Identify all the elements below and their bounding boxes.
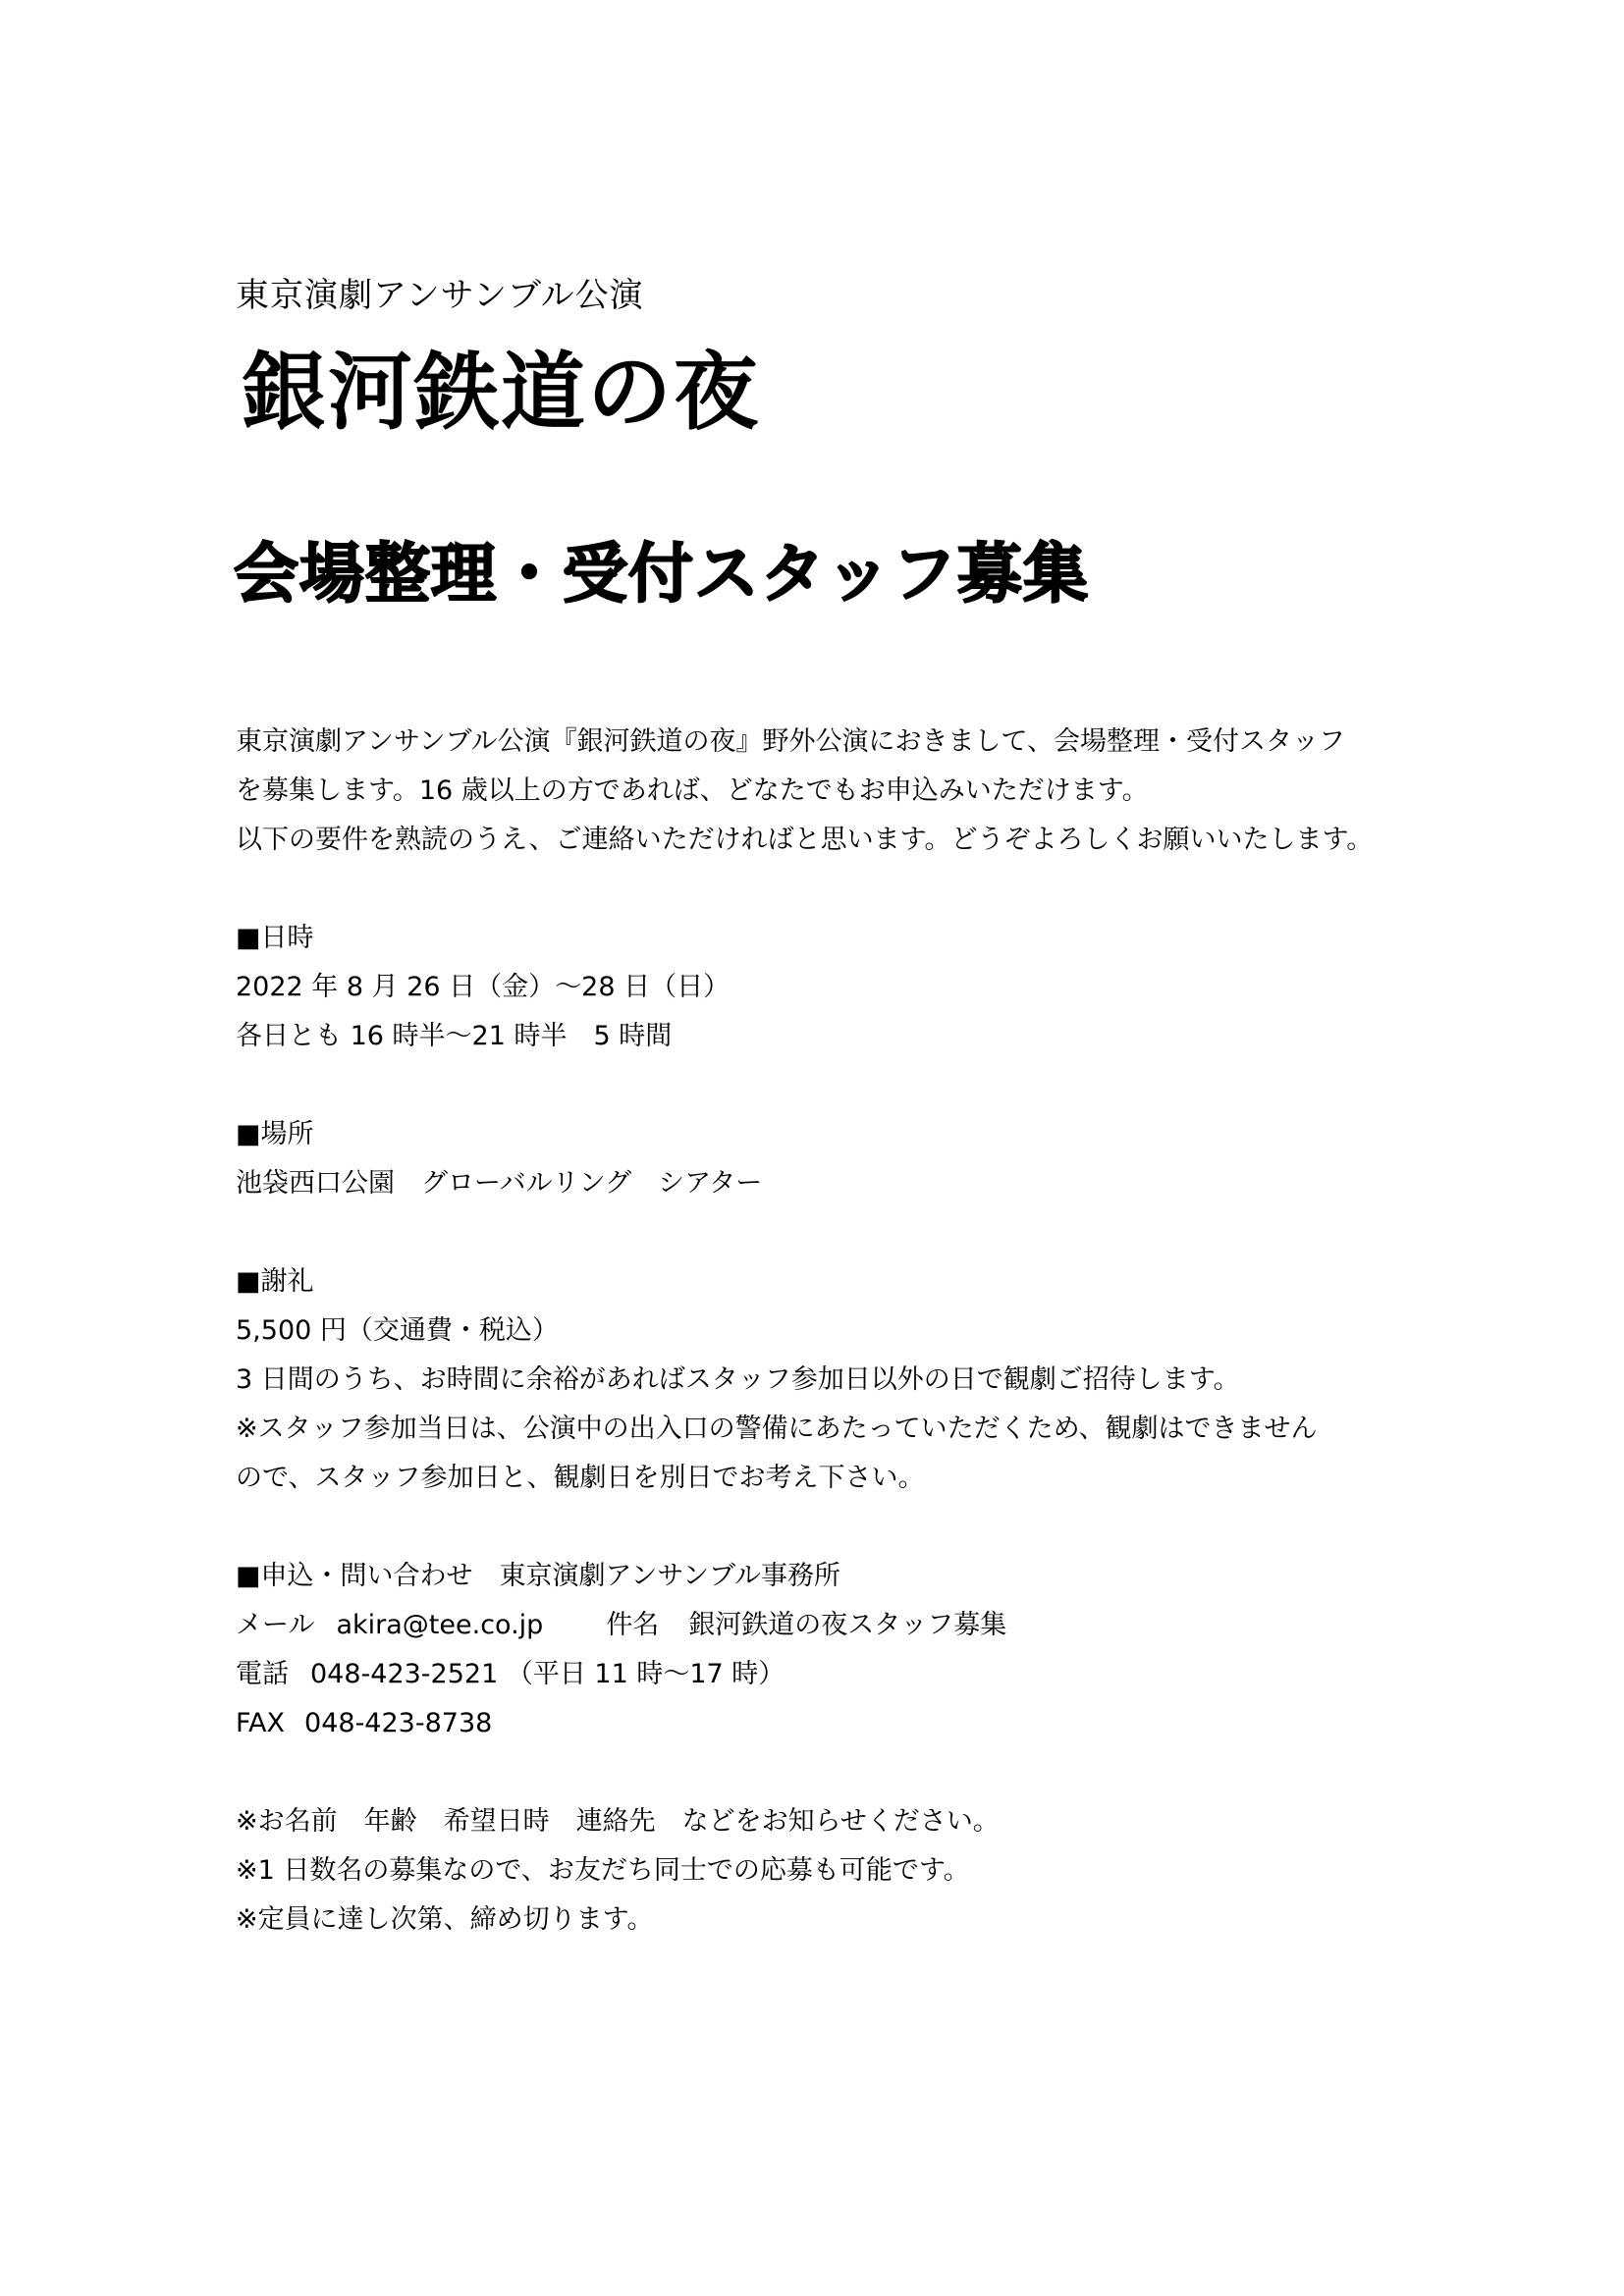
- venue-section: [236, 1110, 1414, 1208]
- schedule-date: 2022 年 8 月 26 日（金）〜28 日（日）: [236, 972, 731, 1002]
- mail-address[interactable]: akira@tee.co.jp: [336, 1610, 544, 1640]
- production-logo: 銀河鉄道の夜: [242, 343, 760, 442]
- spacer: [236, 1503, 1414, 1552]
- section-heading-contact: ■申込・問い合わせ 東京演劇アンサンブル事務所: [236, 1561, 840, 1591]
- subject-value: 銀河鉄道の夜スタッフ募集: [688, 1610, 1007, 1640]
- reward-section: [236, 1257, 1414, 1503]
- intro-line: 東京演劇アンサンブル公演『銀河鉄道の夜』野外公演におきまして、会場整理・受付スタッフ: [236, 726, 1345, 757]
- organizer-line: 東京演劇アンサンブル公演: [236, 276, 644, 315]
- intro-line: 以下の要件を熟読のうえ、ご連絡いただければと思います。どうぞよろしくお願いいたします。: [236, 825, 1374, 855]
- note-item: ※1 日数名の募集なので、お友だち同士での応募も可能です。: [236, 1855, 970, 1886]
- reward-note: 3 日間のうち、お時間に余裕があればスタッフ参加日以外の日で観劇ご招待します。: [236, 1364, 1240, 1395]
- phone-value: 048-423-2521 （平日 11 時〜17 時）: [310, 1659, 785, 1689]
- fax-label: FAX: [236, 1708, 286, 1738]
- spacer: [236, 1208, 1414, 1257]
- contact-mail-line: [236, 1601, 1414, 1650]
- spacer: [236, 1061, 1414, 1110]
- mail-label: メール: [236, 1610, 315, 1640]
- phone-label: 電話: [236, 1659, 289, 1689]
- section-heading-reward: ■謝礼: [236, 1266, 314, 1297]
- subject-label: 件名: [606, 1610, 660, 1640]
- note-item: ※定員に達し次第、締め切ります。: [236, 1904, 654, 1935]
- note-item: ※お名前 年齢 希望日時 連絡先 などをお知らせください。: [236, 1806, 1000, 1837]
- section-heading-schedule: ■日時: [236, 923, 314, 953]
- contact-fax-line: [236, 1699, 1414, 1748]
- reward-amount: 5,500 円（交通費・税込）: [236, 1315, 559, 1346]
- schedule-time: 各日とも 16 時半〜21 時半 5 時間: [236, 1021, 673, 1051]
- contact-section: [236, 1552, 1414, 1748]
- fax-value: 048-423-8738: [304, 1708, 493, 1738]
- spacer: [236, 865, 1414, 914]
- notes-section: [236, 1797, 1414, 1945]
- reward-note: ので、スタッフ参加日と、観劇日を別日でお考え下さい。: [236, 1463, 925, 1493]
- intro-paragraph: [236, 718, 1414, 865]
- spacer: [236, 1748, 1414, 1797]
- section-heading-venue: ■場所: [236, 1119, 314, 1149]
- contact-phone-line: [236, 1650, 1414, 1699]
- schedule-section: [236, 914, 1414, 1061]
- intro-line: を募集します。16 歳以上の方であれば、どなたでもお申込みいただけます。: [236, 775, 1149, 806]
- page-title: 会場整理・受付スタッフ募集: [234, 536, 1089, 612]
- reward-note: ※スタッフ参加当日は、公演中の出入口の警備にあたっていただくため、観劇はできません: [236, 1414, 1318, 1444]
- document-body: [236, 718, 1414, 1945]
- venue-name: 池袋西口公園 グローバルリング シアター: [236, 1168, 763, 1199]
